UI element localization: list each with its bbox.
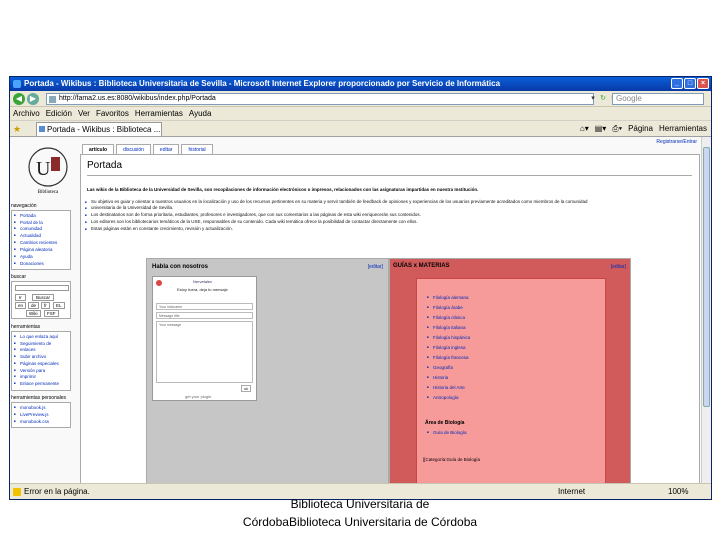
chat-subheader: Estoy fuera, deja tu mensaje	[177, 287, 228, 292]
guia-link[interactable]: ■ Filología árabe	[433, 305, 463, 310]
tab-discusion[interactable]: discusión	[116, 144, 151, 155]
tab-bar	[10, 121, 711, 137]
caption-line-1: Biblioteca Universitaria de	[290, 497, 430, 511]
guias-edit-link[interactable]: [editar]	[610, 264, 626, 270]
menu-item[interactable]: Archivo	[13, 109, 40, 118]
favicon-icon	[39, 126, 45, 132]
chevron-down-icon[interactable]: ▾	[591, 95, 595, 102]
vertical-scrollbar[interactable]	[701, 137, 711, 485]
address-toolbar	[10, 91, 711, 107]
personal-tools-box	[11, 402, 71, 428]
menu-item[interactable]: Ayuda	[188, 109, 212, 118]
bullet-text: ■ Su objetivo es guiar y orientar a nuestros usuarios en la localización y uso de los recursos pertinentes en su materia y servir también de feedback de opiniones y experiencias de los usuarios previamente acreditados como miembros de la comunidad	[91, 199, 691, 205]
bullet-text: ■ Los editores son los bibliotecarios temáticos de la USE, responsables de su contenido. Cada wiki temática ofrece la posibilidad de contactar directamente con ellos.	[91, 219, 691, 225]
nav-link[interactable]: ■ Cambios recientes	[20, 240, 57, 245]
area-title: Área de Biología	[425, 420, 465, 426]
chat-ok-button[interactable]: ok	[241, 385, 251, 392]
back-icon[interactable]: ◀	[13, 93, 25, 105]
tab-historial[interactable]: historial	[181, 144, 212, 155]
nav-link-cont[interactable]: ■ comunidad	[20, 226, 42, 231]
search-button[interactable]: Buscar	[32, 294, 54, 301]
guia-link[interactable]: ■ Filología hispánica	[433, 335, 470, 340]
scrollbar-thumb[interactable]	[703, 147, 710, 407]
menu-item[interactable]: Favoritos	[95, 109, 129, 118]
maximize-button[interactable]: □	[684, 78, 696, 89]
search-title: buscar	[11, 274, 27, 280]
feeds-icon[interactable]: ▤▾	[594, 124, 607, 133]
guias-list-box	[416, 278, 606, 492]
area-link[interactable]: ■ Guía de Biología	[433, 430, 467, 435]
title-divider	[87, 175, 692, 176]
search-input[interactable]: Google	[612, 93, 704, 105]
chat-widget	[152, 276, 257, 401]
guia-link[interactable]: ■ Filología clásica	[433, 315, 465, 320]
guia-link[interactable]: ■ Filología alemana	[433, 295, 469, 300]
address-input[interactable]: http://fama2.us.es:8080/wikibus/index.php/Portada	[46, 93, 594, 105]
chat-message-input[interactable]: Your message	[156, 321, 253, 383]
browser-window	[9, 76, 712, 500]
nav-link[interactable]: ■ Ayuda	[20, 254, 33, 259]
tool-link[interactable]: ■ Seguimiento de	[20, 341, 51, 346]
tool-link[interactable]: ■ Lo que enlaza aquí	[20, 334, 58, 339]
tools-box	[11, 331, 71, 391]
command-bar	[580, 123, 707, 135]
tab-editar[interactable]: editar	[153, 144, 180, 155]
search-box	[11, 281, 71, 319]
personal-link[interactable]: ■ monobook.css	[20, 419, 49, 424]
logo-seal-icon	[18, 145, 78, 189]
tool-link[interactable]: ■ Versión para	[20, 368, 45, 373]
chat-header: Nervetalec	[193, 279, 213, 284]
status-offline-icon	[156, 280, 162, 286]
menu-item[interactable]: Edición	[45, 109, 72, 118]
lang-button[interactable]: fr	[41, 302, 50, 309]
personal-link[interactable]: ■ monobook.js	[20, 405, 46, 410]
wiki-search-input[interactable]	[15, 285, 69, 291]
user-login-link[interactable]: Registrarse/Entrar	[656, 139, 697, 145]
favorites-star-icon[interactable]: ★	[13, 124, 22, 134]
menu-item[interactable]: Herramientas	[134, 109, 183, 118]
tools-menu[interactable]: Herramientas	[658, 124, 707, 133]
svg-text:U: U	[36, 158, 51, 180]
chat-edit-link[interactable]: [editar]	[367, 264, 383, 270]
caption-line-2: CórdobaBiblioteca Universitaria de Córdoba	[242, 515, 478, 529]
chat-footer-link[interactable]: get your plugin	[185, 394, 212, 399]
home-icon[interactable]: ⌂▾	[579, 124, 589, 133]
guias-title: GUÍAS x MATERIAS	[393, 263, 450, 269]
lang-button[interactable]: en	[15, 302, 26, 309]
fsf-button[interactable]: FSF	[44, 310, 59, 317]
page-icon	[49, 96, 56, 103]
print-icon[interactable]: ⎙▾	[612, 124, 623, 133]
lang-button[interactable]: EL	[53, 302, 65, 309]
window-titlebar	[10, 77, 711, 91]
tool-link[interactable]: ■ Páginas especiales	[20, 361, 59, 366]
zoom-level[interactable]: 100%	[668, 487, 689, 496]
forward-icon[interactable]: ▶	[27, 93, 39, 105]
guia-link[interactable]: ■ Filología italiana	[433, 325, 466, 330]
nav-link[interactable]: ■ Página aleatoria	[20, 247, 53, 252]
guias-panel	[389, 258, 631, 495]
guia-link[interactable]: ■ Historia del Arte	[433, 385, 465, 390]
slide-caption	[0, 495, 720, 531]
lang-button[interactable]: de	[28, 302, 39, 309]
internet-zone: Internet	[558, 487, 586, 496]
bullet-text: ■ Los destinatarios son de forma prioritaria, estudiantes, profesores e investigadores, que con sus comentarios a las páginas de esta wiki enriquecerán sus contenidos.	[91, 212, 691, 218]
go-button[interactable]: Ir	[15, 294, 26, 301]
tool-link-cont[interactable]: ■ imprimir	[20, 374, 36, 379]
logo-text: Biblioteca	[37, 190, 59, 195]
university-logo	[18, 145, 78, 195]
page-title: Portada	[87, 160, 123, 171]
tool-link[interactable]: ■ Subir archivo	[20, 354, 46, 359]
tools-title: herramientas	[11, 324, 41, 330]
intro-text: Las wikis de la Biblioteca de la Universidad de Sevilla, son recopilaciones de información electrónicos o impresos, relacionados con las asignaturas impartidas en nuestra Institución.	[87, 187, 479, 192]
chat-title: Habla con nosotros	[152, 264, 209, 270]
minimize-button[interactable]: _	[671, 78, 683, 89]
chat-panel	[146, 258, 389, 495]
tab-portada[interactable]: Portada - Wikibus : Biblioteca ...	[36, 122, 162, 136]
menu-item[interactable]: Ver	[77, 109, 90, 118]
tool-link[interactable]: ■ Enlace permanente	[20, 381, 59, 386]
nav-link[interactable]: ■ Portal de la	[20, 220, 43, 225]
nav-box	[11, 210, 71, 270]
window-buttons	[671, 78, 709, 89]
status-text: Error en la página.	[24, 487, 90, 496]
personal-tools-title: herramientas personales	[11, 395, 67, 401]
guia-link[interactable]: ■ Geografía	[433, 365, 453, 370]
menu-bar	[10, 107, 711, 121]
tab-articulo[interactable]: artículo	[82, 144, 114, 155]
window-title: Portada - Wikibus : Biblioteca Universitaria de Sevilla - Microsoft Internet Explorer proporcionado por Servicio de Informática	[24, 79, 501, 88]
nav-link[interactable]: ■ Donaciones	[20, 261, 44, 266]
ie-icon	[13, 80, 21, 88]
guia-link[interactable]: ■ Historia	[433, 375, 448, 380]
bullet-text-cont: ■ universitaria de la Universidad de Sevilla.	[91, 205, 691, 211]
web-content	[10, 137, 703, 485]
personal-link[interactable]: ■ LivePreview.js	[20, 412, 49, 417]
chat-nickname-input[interactable]: Your nickname	[156, 303, 253, 310]
nav-title: navegación	[11, 203, 37, 209]
wiki-button[interactable]: Wiki	[26, 310, 41, 317]
guia-link[interactable]: ■ Antropología	[433, 395, 459, 400]
refresh-icon[interactable]: ↻	[600, 95, 606, 102]
guia-link[interactable]: ■ Filología inglesa	[433, 345, 466, 350]
tool-link-cont[interactable]: ■ enlaces	[20, 347, 36, 352]
nav-link[interactable]: ■ Portada	[20, 213, 36, 218]
page-menu[interactable]: Página	[628, 124, 653, 133]
bullet-text: ■ Estas páginas están en constante crecimiento, revisión y actualización.	[91, 226, 691, 232]
article-content	[80, 154, 700, 484]
category-text: [[Categoría:Guía de Biología	[423, 457, 481, 462]
nav-link[interactable]: ■ Actualidad	[20, 233, 41, 238]
chat-title-input[interactable]: Message title	[156, 312, 253, 319]
guia-link[interactable]: ■ Filología francesa	[433, 355, 469, 360]
close-button[interactable]: ×	[697, 78, 709, 89]
